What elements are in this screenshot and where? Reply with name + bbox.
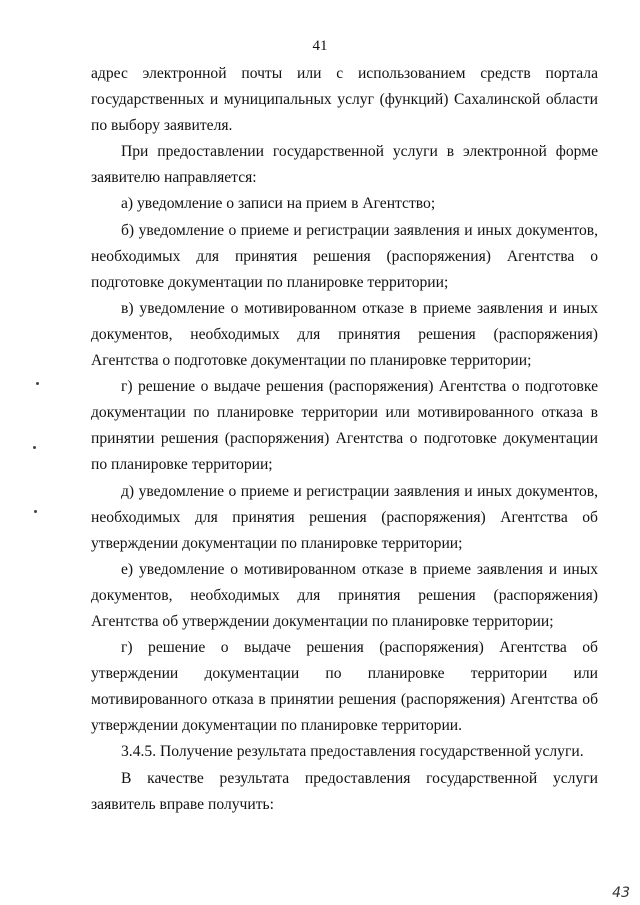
list-item-d: д) уведомление о приеме и регистрации заявления и иных документов, необходимых для принятия решения (распоряжения) Агентства об утверждении документации по планировке территории;	[91, 482, 598, 552]
section-heading-3-4-5: 3.4.5. Получение результата предоставления государственной услуги.	[121, 743, 584, 761]
paragraph-intro: адрес электронной почты или с использованием средств портала государственных и муниципальных услуг (функций) Сахалинской области по выбору заявителя.	[91, 65, 598, 135]
list-item-e: е) уведомление о мотивированном отказе в приеме заявления и иных документов, необходимых для принятия решения (распоряжения) Агентства об утверждении документации по планировке территории;	[91, 560, 598, 630]
handwritten-page-number: 43	[612, 885, 630, 901]
list-item-g: г) решение о выдаче решения (распоряжения) Агентства о подготовке документации по планировке территории или мотивированного отказа в принятии решения (распоряжения) Агентства о подготовке документации по планировке территории;	[91, 378, 598, 474]
paragraph-electronic-form: При предоставлении государственной услуги в электронной форме заявителю направляется:	[91, 143, 598, 187]
list-item-a: а) уведомление о записи на прием в Агентство;	[121, 195, 436, 213]
document-body	[91, 61, 598, 818]
list-item-b: б) уведомление о приеме и регистрации заявления и иных документов, необходимых для принятия решения (распоряжения) Агентства о подготовке документации по планировке территории;	[91, 221, 598, 291]
paragraph-result: В качестве результата предоставления государственной услуги заявитель вправе получить:	[91, 769, 598, 813]
page-number: 41	[312, 38, 328, 54]
scan-speck	[33, 446, 36, 449]
scan-speck	[36, 382, 39, 385]
list-item-v: в) уведомление о мотивированном отказе в приеме заявления и иных документов, необходимых для принятия решения (распоряжения) Агентства о подготовке документации по планировке территории;	[91, 299, 598, 370]
list-item-g2: г) решение о выдаче решения (распоряжения) Агентства об утверждении документации по планировке территории или мотивированного отказа в принятии решения (распоряжения) Агентства об утверждении документации по планировке территории.	[91, 639, 598, 735]
scan-speck	[34, 510, 37, 513]
